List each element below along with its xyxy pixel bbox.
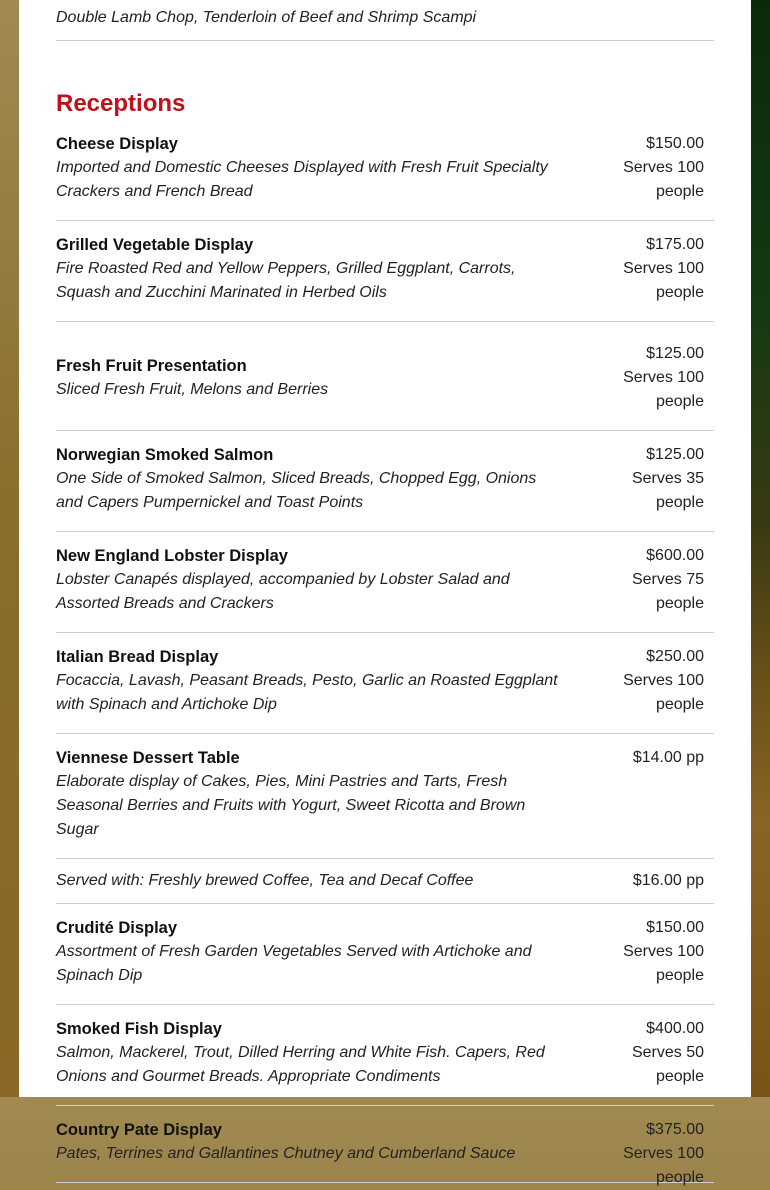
menu-item-name: Crudité Display xyxy=(56,919,178,937)
menu-item-price-block xyxy=(584,443,704,515)
menu-item-serves: Serves 100 people xyxy=(623,159,704,200)
menu-item xyxy=(56,633,714,734)
menu-item xyxy=(56,859,714,904)
menu-item xyxy=(56,1005,714,1106)
menu-item-text xyxy=(56,645,561,717)
divider xyxy=(56,40,714,41)
menu-item-name: Fresh Fruit Presentation xyxy=(56,357,247,375)
menu-item-name: Country Pate Display xyxy=(56,1121,222,1139)
menu-item-price: $400.00 xyxy=(646,1020,704,1037)
menu-item xyxy=(56,431,714,532)
menu-item-name: Cheese Display xyxy=(56,135,178,153)
menu-panel xyxy=(19,0,751,1186)
menu-item-text xyxy=(56,342,561,414)
menu-item xyxy=(56,128,714,221)
menu-item-text xyxy=(56,233,561,305)
menu-item-text xyxy=(56,443,561,515)
menu-item xyxy=(56,221,714,322)
menu-item-description: One Side of Smoked Salmon, Sliced Breads, Chopped Egg, Onions and Capers Pumpernickel and Toast Points xyxy=(56,470,537,511)
menu-item-description: Sliced Fresh Fruit, Melons and Berries xyxy=(56,381,329,398)
menu-item-description: Focaccia, Lavash, Peasant Breads, Pesto, Garlic an Roasted Eggplant with Spinach and Artichoke Dip xyxy=(56,672,558,713)
menu-item-price-block xyxy=(584,1118,704,1190)
menu-item-price: $16.00 pp xyxy=(632,872,704,889)
menu-item-text xyxy=(56,132,561,204)
menu-item-name: Norwegian Smoked Salmon xyxy=(56,446,274,464)
menu-item-name: Italian Bread Display xyxy=(56,648,219,666)
menu-item xyxy=(56,1106,714,1186)
previous-item-description: Double Lamb Chop, Tenderloin of Beef and Shrimp Scampi xyxy=(56,9,477,26)
menu-item-price: $250.00 xyxy=(646,648,704,665)
menu-item-name: Grilled Vegetable Display xyxy=(56,236,254,254)
menu-item-price-block xyxy=(584,916,704,988)
menu-item-serves: Serves 50 people xyxy=(631,1044,704,1085)
menu-item-price-block xyxy=(584,746,704,770)
menu-item-description: Imported and Domestic Cheeses Displayed with Fresh Fruit Specialty Crackers and French Bread xyxy=(56,159,548,200)
menu-item-serves: Serves 75 people xyxy=(631,571,704,612)
menu-item-description: Assortment of Fresh Garden Vegetables Served with Artichoke and Spinach Dip xyxy=(56,943,532,984)
background-right-band xyxy=(750,0,770,1097)
menu-item-description: Fire Roasted Red and Yellow Peppers, Grilled Eggplant, Carrots, Squash and Zucchini Marinated in Herbed Oils xyxy=(56,260,516,301)
menu-item-price-block xyxy=(584,233,704,305)
menu-item-price: $375.00 xyxy=(646,1121,704,1138)
menu-item-price: $125.00 xyxy=(646,446,704,463)
menu-item-price-block xyxy=(584,342,704,414)
menu-item-text xyxy=(56,544,561,616)
menu-item-serves: Serves 100 people xyxy=(623,1145,704,1186)
menu-item-price-block xyxy=(584,132,704,204)
menu-item-price: $14.00 pp xyxy=(632,749,704,766)
menu-item-price-block xyxy=(584,645,704,717)
menu-item-serves: Serves 100 people xyxy=(623,260,704,301)
menu-item-description: Served with: Freshly brewed Coffee, Tea and Decaf Coffee xyxy=(56,872,474,889)
menu-item-price: $175.00 xyxy=(646,236,704,253)
menu-item-description: Pates, Terrines and Gallantines Chutney and Cumberland Sauce xyxy=(56,1145,516,1162)
menu-item-price-block xyxy=(584,1017,704,1089)
menu-item-price-block xyxy=(584,544,704,616)
menu-item-description: Lobster Canapés displayed, accompanied by Lobster Salad and Assorted Breads and Crackers xyxy=(56,571,510,612)
menu-item-text xyxy=(56,746,561,842)
menu-item-description: Salmon, Mackerel, Trout, Dilled Herring and White Fish. Capers, Red Onions and Gourmet Breads. Appropriate Condiments xyxy=(56,1044,545,1085)
menu-item-text xyxy=(56,1017,561,1089)
menu-item-price-block xyxy=(584,869,704,893)
menu-item-text xyxy=(56,1118,561,1166)
menu-item-serves: Serves 100 people xyxy=(623,672,704,713)
section-title: Receptions xyxy=(56,90,186,117)
menu-item-price: $125.00 xyxy=(646,345,704,362)
menu-item xyxy=(56,322,714,431)
menu-item-price: $150.00 xyxy=(646,919,704,936)
menu-item-serves: Serves 35 people xyxy=(631,470,704,511)
menu-item xyxy=(56,532,714,633)
menu-items-list xyxy=(56,128,714,1186)
menu-item-price: $600.00 xyxy=(646,547,704,564)
menu-item xyxy=(56,904,714,1005)
menu-item-price: $150.00 xyxy=(646,135,704,152)
menu-item-text xyxy=(56,869,561,893)
menu-item-serves: Serves 100 people xyxy=(623,369,704,410)
menu-item-name: Smoked Fish Display xyxy=(56,1020,222,1038)
menu-item-name: New England Lobster Display xyxy=(56,547,288,565)
menu-item-serves: Serves 100 people xyxy=(623,943,704,984)
menu-item xyxy=(56,734,714,859)
menu-item-description: Elaborate display of Cakes, Pies, Mini Pastries and Tarts, Fresh Seasonal Berries and Fruits with Yogurt, Sweet Ricotta and Brown Sugar xyxy=(56,773,526,838)
menu-item-text xyxy=(56,916,561,988)
menu-item-name: Viennese Dessert Table xyxy=(56,749,240,767)
